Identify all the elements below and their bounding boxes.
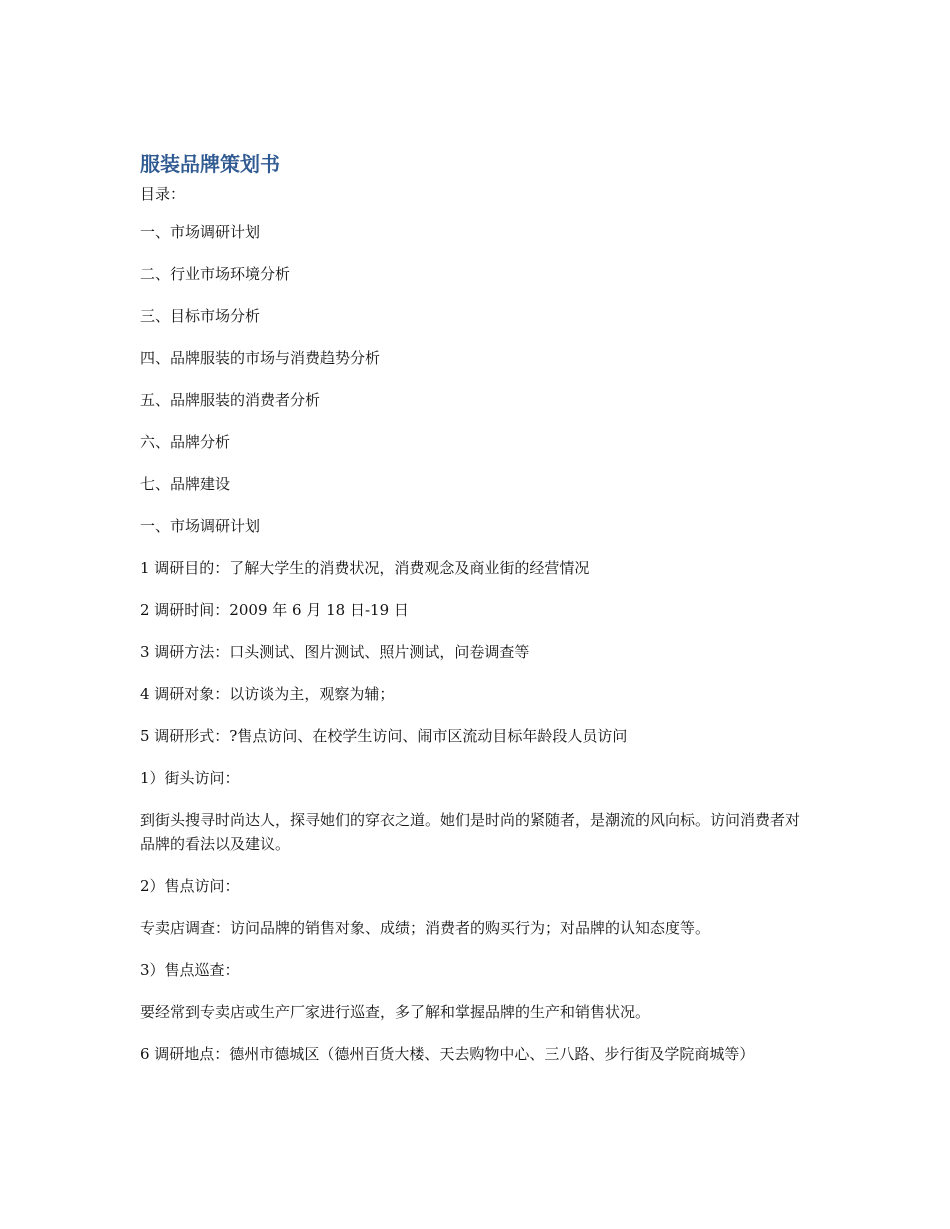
body-paragraph: 4 调研对象：以访谈为主，观察为辅； [140, 685, 395, 703]
toc-item: 七、品牌建设 [140, 475, 231, 493]
document-title: 服装品牌策划书 [140, 152, 280, 176]
body-paragraph: 3 调研方法：口头测试、图片测试、照片测试，问卷调查等 [140, 643, 530, 661]
body-paragraph: 2 调研时间：2009 年 6 月 18 日-19 日 [140, 601, 409, 619]
toc-item: 三、目标市场分析 [140, 307, 261, 325]
toc-item: 四、品牌服装的市场与消费趋势分析 [140, 349, 381, 367]
document-page [140, 150, 810, 1084]
body-paragraph: 1 调研目的：了解大学生的消费状况，消费观念及商业街的经营情况 [140, 559, 590, 577]
body-paragraph: 要经常到专卖店或生产厂家进行巡查，多了解和掌握品牌的生产和销售状况。 [140, 1003, 651, 1021]
toc-label: 目录： [140, 185, 186, 203]
toc-item: 一、市场调研计划 [140, 223, 261, 241]
body-paragraph: 3）售点巡查： [140, 961, 240, 979]
body-paragraph: 1）街头访问： [140, 769, 240, 787]
body-paragraph: 到街头搜寻时尚达人，探寻她们的穿衣之道。她们是时尚的紧随者，是潮流的风向标。访问消费者对品牌的看法以及建议。 [140, 811, 801, 853]
toc-item: 六、品牌分析 [140, 433, 231, 451]
toc-item: 五、品牌服装的消费者分析 [140, 391, 321, 409]
section-heading: 一、市场调研计划 [140, 517, 261, 535]
body-paragraph: 5 调研形式：?售点访问、在校学生访问、闹市区流动目标年龄段人员访问 [140, 727, 628, 745]
body-paragraph: 6 调研地点：德州市德城区（德州百货大楼、天去购物中心、三八路、步行街及学院商城等） [140, 1045, 755, 1063]
body-paragraph: 2）售点访问： [140, 877, 240, 895]
body-paragraph: 专卖店调查：访问品牌的销售对象、成绩；消费者的购买行为；对品牌的认知态度等。 [140, 919, 711, 937]
toc-item: 二、行业市场环境分析 [140, 265, 291, 283]
